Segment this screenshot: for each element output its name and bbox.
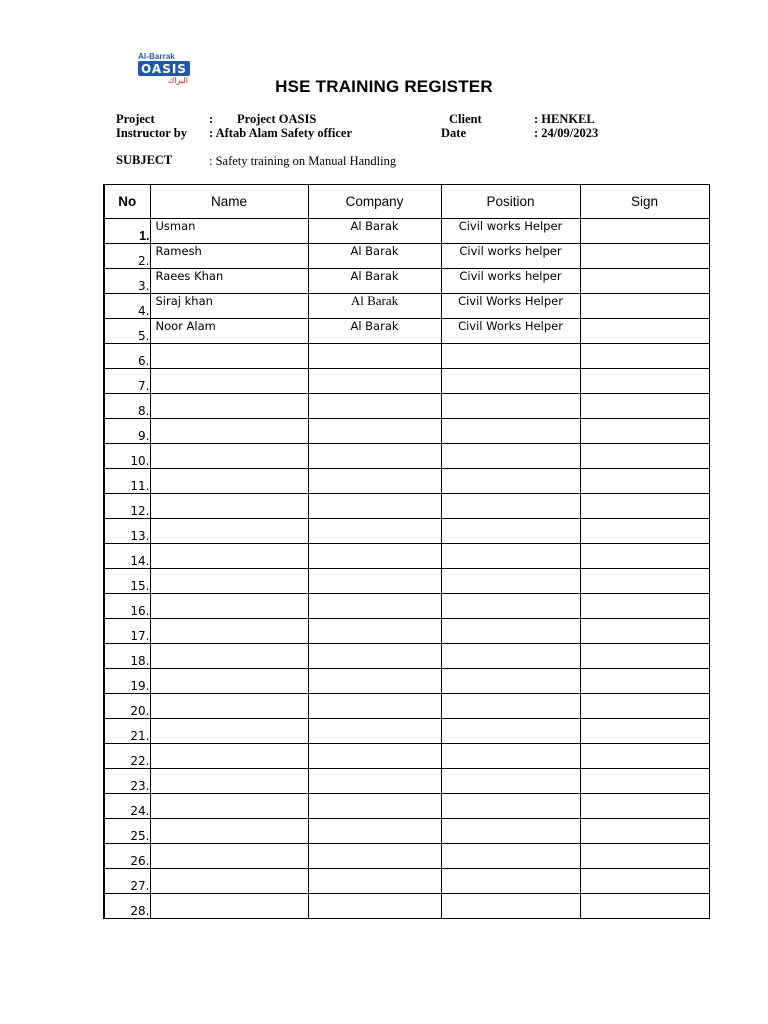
sign-cell: [580, 669, 709, 694]
name-cell: Ramesh: [150, 244, 308, 269]
name-cell: [150, 869, 308, 894]
row-number: 10.: [104, 444, 150, 469]
position-cell: Civil works Helper: [441, 219, 580, 244]
row-number: 23.: [104, 769, 150, 794]
position-cell: [441, 419, 580, 444]
company-cell: [308, 694, 441, 719]
company-cell: Al Barak: [308, 294, 441, 319]
position-cell: [441, 769, 580, 794]
row-number: 6.: [104, 344, 150, 369]
name-cell: [150, 669, 308, 694]
row-number: 4.: [104, 294, 150, 319]
position-cell: [441, 444, 580, 469]
company-cell: Al Barak: [308, 244, 441, 269]
table-row: [104, 719, 709, 744]
sign-cell: [580, 319, 709, 344]
company-cell: [308, 569, 441, 594]
row-number: 1.: [104, 219, 150, 244]
table-row: [104, 619, 709, 644]
project-value: Project OASIS: [237, 112, 317, 126]
company-cell: [308, 819, 441, 844]
position-cell: [441, 719, 580, 744]
name-cell: Usman: [150, 219, 308, 244]
sign-cell: [580, 569, 709, 594]
sign-cell: [580, 419, 709, 444]
position-cell: Civil Works Helper: [441, 319, 580, 344]
position-cell: [441, 394, 580, 419]
position-cell: [441, 894, 580, 919]
sign-cell: [580, 594, 709, 619]
company-cell: Al Barak: [308, 219, 441, 244]
row-number: 26.: [104, 844, 150, 869]
project-separator: :: [209, 112, 214, 126]
name-cell: [150, 769, 308, 794]
company-cell: [308, 419, 441, 444]
sign-cell: [580, 219, 709, 244]
row-number: 25.: [104, 819, 150, 844]
sign-cell: [580, 794, 709, 819]
sign-cell: [580, 819, 709, 844]
header-position: Position: [441, 185, 580, 219]
sign-cell: [580, 494, 709, 519]
header-no: No: [104, 185, 150, 219]
header-company: Company: [308, 185, 441, 219]
row-number: 2.: [104, 244, 150, 269]
row-number: 19.: [104, 669, 150, 694]
position-cell: Civil works helper: [441, 269, 580, 294]
sign-cell: [580, 369, 709, 394]
company-cell: [308, 369, 441, 394]
date-label: Date: [441, 126, 466, 140]
name-cell: [150, 694, 308, 719]
sign-cell: [580, 694, 709, 719]
company-cell: [308, 844, 441, 869]
date-value: : 24/09/2023: [534, 126, 599, 140]
header-sign: Sign: [580, 185, 709, 219]
name-cell: [150, 644, 308, 669]
position-cell: [441, 594, 580, 619]
position-cell: [441, 469, 580, 494]
table-row: [104, 844, 709, 869]
position-cell: [441, 494, 580, 519]
sign-cell: [580, 394, 709, 419]
row-number: 9.: [104, 419, 150, 444]
table-row: [104, 744, 709, 769]
sign-cell: [580, 644, 709, 669]
table-row: [104, 219, 709, 244]
table-row: [104, 519, 709, 544]
company-cell: [308, 669, 441, 694]
name-cell: [150, 494, 308, 519]
position-cell: [441, 344, 580, 369]
sign-cell: [580, 744, 709, 769]
company-cell: [308, 344, 441, 369]
name-cell: [150, 569, 308, 594]
table-header-row: [104, 185, 709, 219]
table-row: [104, 669, 709, 694]
company-cell: [308, 744, 441, 769]
row-number: 16.: [104, 594, 150, 619]
name-cell: [150, 844, 308, 869]
company-cell: [308, 444, 441, 469]
table-row: [104, 894, 709, 919]
company-cell: [308, 769, 441, 794]
table-row: [104, 869, 709, 894]
subject-label: SUBJECT: [116, 153, 173, 167]
row-number: 22.: [104, 744, 150, 769]
table-row: [104, 494, 709, 519]
table-row: [104, 444, 709, 469]
table-row: [104, 644, 709, 669]
row-number: 8.: [104, 394, 150, 419]
sign-cell: [580, 294, 709, 319]
row-number: 5.: [104, 319, 150, 344]
logo-arabic-text: البراك: [167, 76, 188, 85]
name-cell: [150, 544, 308, 569]
company-cell: [308, 619, 441, 644]
sign-cell: [580, 269, 709, 294]
row-number: 14.: [104, 544, 150, 569]
table-row: [104, 794, 709, 819]
row-number: 11.: [104, 469, 150, 494]
name-cell: [150, 444, 308, 469]
position-cell: [441, 694, 580, 719]
name-cell: [150, 619, 308, 644]
header-name: Name: [150, 185, 308, 219]
sign-cell: [580, 344, 709, 369]
company-cell: [308, 519, 441, 544]
company-cell: [308, 394, 441, 419]
name-cell: [150, 719, 308, 744]
row-number: 27.: [104, 869, 150, 894]
logo-mark: OASIS: [138, 61, 190, 76]
company-cell: [308, 469, 441, 494]
position-cell: [441, 819, 580, 844]
name-cell: Noor Alam: [150, 319, 308, 344]
row-number: 28.: [104, 894, 150, 919]
company-cell: [308, 594, 441, 619]
table-row: [104, 319, 709, 344]
table-row: [104, 594, 709, 619]
table-row: [104, 244, 709, 269]
table-row: [104, 819, 709, 844]
name-cell: [150, 819, 308, 844]
company-cell: [308, 869, 441, 894]
sign-cell: [580, 444, 709, 469]
table-row: [104, 569, 709, 594]
position-cell: [441, 519, 580, 544]
row-number: 3.: [104, 269, 150, 294]
table-row: [104, 294, 709, 319]
name-cell: [150, 894, 308, 919]
company-cell: Al Barak: [308, 269, 441, 294]
training-register-table: [103, 184, 710, 919]
row-number: 21.: [104, 719, 150, 744]
table-row: [104, 419, 709, 444]
instructor-label: Instructor by: [116, 126, 187, 140]
position-cell: [441, 544, 580, 569]
project-label: Project: [116, 112, 155, 126]
name-cell: [150, 419, 308, 444]
sign-cell: [580, 244, 709, 269]
page-title: HSE TRAINING REGISTER: [275, 77, 493, 96]
company-cell: [308, 494, 441, 519]
row-number: 24.: [104, 794, 150, 819]
position-cell: Civil Works Helper: [441, 294, 580, 319]
sign-cell: [580, 844, 709, 869]
name-cell: [150, 344, 308, 369]
row-number: 17.: [104, 619, 150, 644]
position-cell: [441, 369, 580, 394]
table-row: [104, 394, 709, 419]
name-cell: Raees Khan: [150, 269, 308, 294]
row-number: 15.: [104, 569, 150, 594]
sign-cell: [580, 619, 709, 644]
client-label: Client: [449, 112, 482, 126]
table-row: [104, 269, 709, 294]
row-number: 13.: [104, 519, 150, 544]
table-row: [104, 544, 709, 569]
position-cell: [441, 744, 580, 769]
row-number: 7.: [104, 369, 150, 394]
sign-cell: [580, 544, 709, 569]
name-cell: [150, 369, 308, 394]
table-row: [104, 369, 709, 394]
company-cell: [308, 794, 441, 819]
position-cell: [441, 794, 580, 819]
row-number: 12.: [104, 494, 150, 519]
position-cell: [441, 869, 580, 894]
logo-top-text: Al-Barrak: [138, 52, 175, 61]
sign-cell: [580, 769, 709, 794]
instructor-value: : Aftab Alam Safety officer: [209, 126, 353, 140]
position-cell: [441, 569, 580, 594]
table-row: [104, 694, 709, 719]
company-cell: [308, 719, 441, 744]
name-cell: [150, 394, 308, 419]
row-number: 18.: [104, 644, 150, 669]
position-cell: [441, 844, 580, 869]
table-row: [104, 769, 709, 794]
sign-cell: [580, 869, 709, 894]
name-cell: [150, 794, 308, 819]
name-cell: Siraj khan: [150, 294, 308, 319]
company-cell: [308, 544, 441, 569]
position-cell: [441, 669, 580, 694]
name-cell: [150, 594, 308, 619]
sign-cell: [580, 519, 709, 544]
position-cell: [441, 619, 580, 644]
sign-cell: [580, 894, 709, 919]
client-value: : HENKEL: [534, 112, 595, 126]
subject-value: : Safety training on Manual Handling: [209, 154, 397, 168]
company-cell: [308, 644, 441, 669]
table-row: [104, 469, 709, 494]
position-cell: [441, 644, 580, 669]
position-cell: Civil works helper: [441, 244, 580, 269]
company-cell: [308, 894, 441, 919]
name-cell: [150, 469, 308, 494]
sign-cell: [580, 719, 709, 744]
company-cell: Al Barak: [308, 319, 441, 344]
name-cell: [150, 519, 308, 544]
row-number: 20.: [104, 694, 150, 719]
sign-cell: [580, 469, 709, 494]
table-row: [104, 344, 709, 369]
name-cell: [150, 744, 308, 769]
